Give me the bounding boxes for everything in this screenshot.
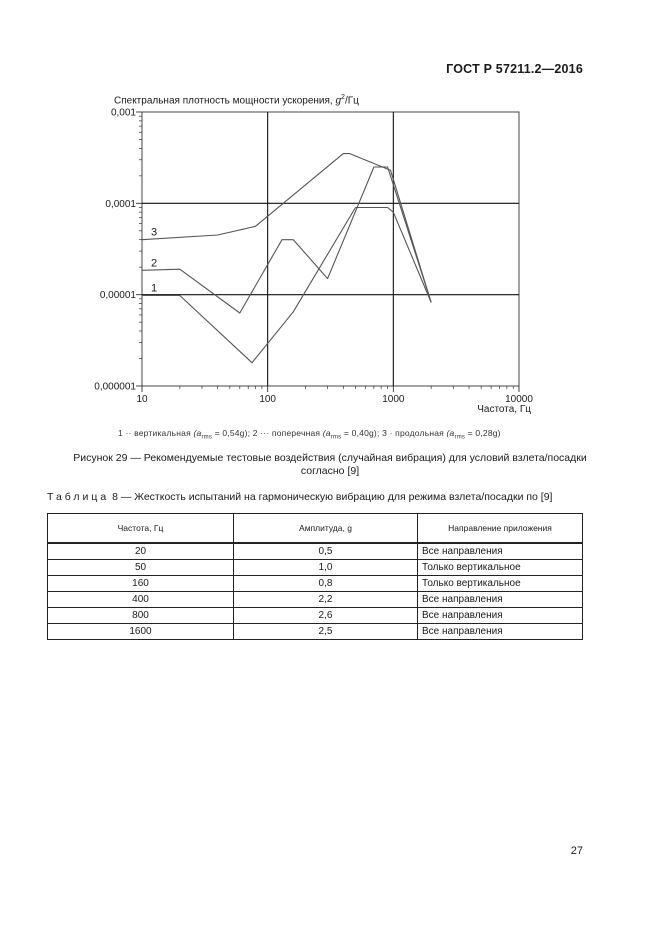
cell-amplitude: 2,2 xyxy=(234,592,418,608)
cell-frequency: 800 xyxy=(48,608,234,624)
y-tick-label: 0,001 xyxy=(110,107,136,119)
cell-frequency: 50 xyxy=(48,560,234,576)
y-tick-label: 0,0001 xyxy=(105,198,136,210)
series-line-1 xyxy=(142,208,431,363)
legend-item-1: 1 ·· вертикальная $(a_{rms} = 0,54g)$; xyxy=(118,428,251,441)
chart xyxy=(0,0,661,430)
page-number: 27 xyxy=(570,845,583,857)
cell-direction: Только вертикальное xyxy=(418,576,583,592)
chart-title: Спектральная плотность мощности ускорения, $g^2/Гц$ xyxy=(114,94,359,107)
legend-item-3: 3 · продольная $(a_{rms} = 0,28g)$ xyxy=(382,428,501,441)
table-row xyxy=(48,543,583,560)
column-header-frequency: Частота, Гц xyxy=(48,514,234,544)
table-row xyxy=(48,576,583,592)
table-row xyxy=(48,608,583,624)
series-label-1: 1 xyxy=(151,282,158,295)
x-tick-label: 10000 xyxy=(505,394,533,405)
series-line-3 xyxy=(142,154,431,303)
chart-svg xyxy=(0,0,661,430)
legend-item-2: 2 ··· поперечная $(a_{rms} = 0,40g)$; xyxy=(252,428,380,441)
figure-caption: Рисунок 29 — Рекомендуемые тестовые воздействия (случайная вибрация) для условий взлета/посадки согласно [9] xyxy=(73,452,587,477)
column-header-amplitude: Амплитуда, g xyxy=(234,514,418,544)
cell-frequency: 400 xyxy=(48,592,234,608)
x-tick-label: 100 xyxy=(259,394,277,405)
cell-amplitude: 1,0 xyxy=(234,560,418,576)
data-table xyxy=(47,513,583,640)
table-row xyxy=(48,560,583,576)
cell-direction: Только вертикальное xyxy=(418,560,583,576)
table-title: Таблица 8 — Жесткость испытаний на гармоническую вибрацию для режима взлета/посадки по [9] xyxy=(47,491,553,503)
x-tick-label: 10 xyxy=(136,394,148,405)
cell-direction: Все направления xyxy=(418,608,583,624)
column-header-direction: Направление приложения xyxy=(418,514,583,544)
x-axis-label: Частота, Гц xyxy=(477,404,531,415)
cell-direction: Все направления xyxy=(418,624,583,640)
series-label-2: 2 xyxy=(151,257,158,270)
cell-frequency: 160 xyxy=(48,576,234,592)
document-header: ГОСТ Р 57211.2—2016 xyxy=(446,62,583,76)
cell-frequency: 20 xyxy=(48,543,234,560)
y-tick-label: 0,000001 xyxy=(94,381,136,393)
cell-direction: Все направления xyxy=(418,543,583,560)
cell-amplitude: 0,8 xyxy=(234,576,418,592)
series-label-3: 3 xyxy=(151,226,158,239)
cell-frequency: 1600 xyxy=(48,624,234,640)
x-tick-label: 1000 xyxy=(382,394,405,405)
series-line-2 xyxy=(142,167,431,313)
table-row xyxy=(48,592,583,608)
table-header-row xyxy=(48,514,583,544)
cell-amplitude: 2,5 xyxy=(234,624,418,640)
cell-amplitude: 2,6 xyxy=(234,608,418,624)
y-tick-label: 0,00001 xyxy=(99,290,136,302)
chart-legend xyxy=(118,428,501,441)
table-row xyxy=(48,624,583,640)
cell-direction: Все направления xyxy=(418,592,583,608)
cell-amplitude: 0,5 xyxy=(234,543,418,560)
